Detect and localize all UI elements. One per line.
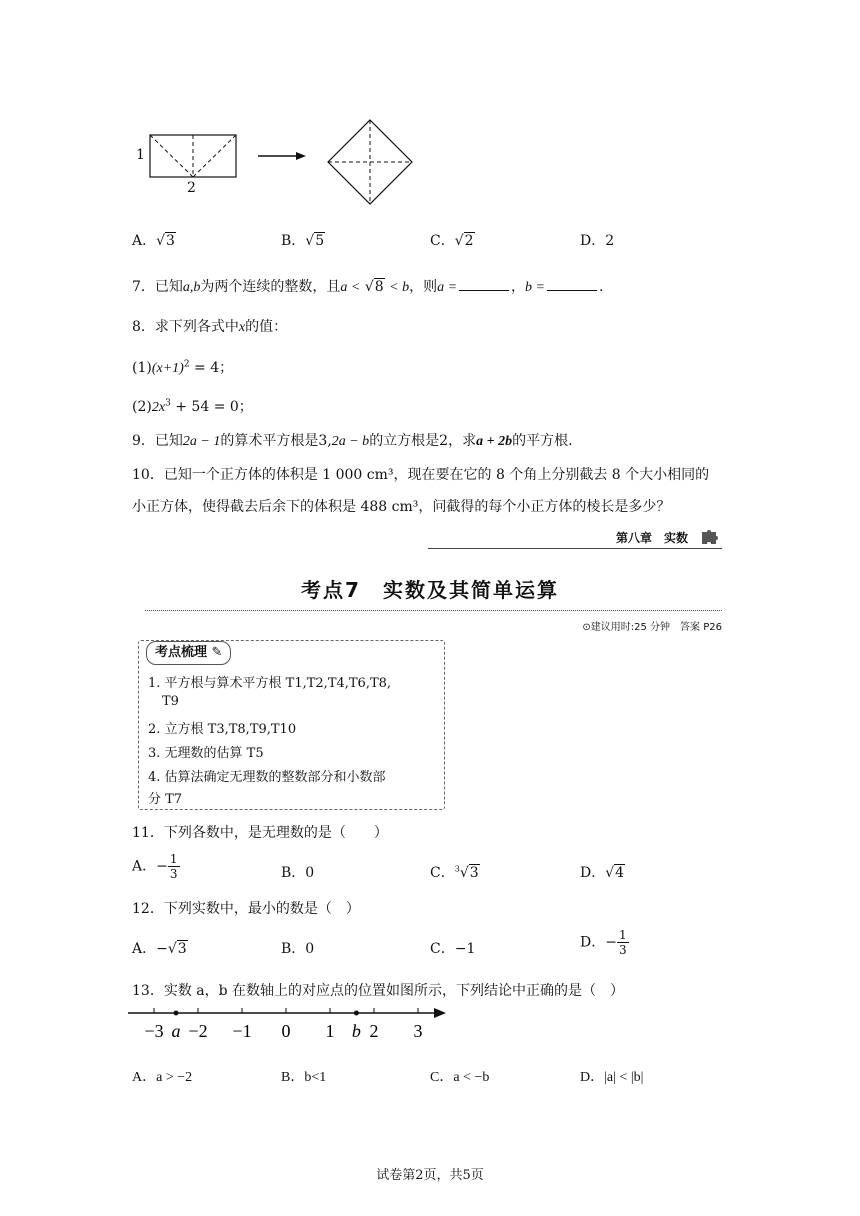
q12-option-a: A．−√3 — [132, 941, 187, 957]
question-8: 8．求下列各式中x的值： — [132, 319, 288, 335]
question-10-line-1: 10．已知一个正方体的体积是 1 000 cm³，现在要在它的 8 个角上分别截去 8 个大小相同的 — [132, 467, 710, 483]
q13-option-a: A．a > −2 — [132, 1070, 193, 1085]
q12-option-d: D．− $\frac{1}{3}$ — [580, 928, 627, 957]
key-point-item: 3. 无理数的估算 T5 — [148, 746, 264, 761]
q11-option-b: B．0 — [281, 865, 315, 881]
question-11: 11．下列各数中，是无理数的是（ ） — [132, 825, 388, 841]
key-point-item: 1. 平方根与算术平方根 T1,T2,T4,T6,T8, — [148, 676, 392, 691]
question-8-part-2: $(2)2x^3 + 54 = 0$； — [132, 398, 253, 415]
chapter-header — [428, 528, 722, 549]
question-12: 12．下列实数中，最小的数是（ ） — [132, 901, 360, 917]
point-a-dot — [174, 1011, 179, 1016]
point-a-label: a — [171, 1021, 181, 1041]
q11-option-a: A．− $\frac{1}{3}$ — [132, 852, 178, 881]
number-line — [120, 1005, 460, 1045]
question-9: 9．已知2a − 1的算术平方根是3,2a − b的立方根是2，求a + 2b的平方根. — [132, 433, 573, 449]
puzzle-icon — [700, 528, 720, 546]
key-point-item: 2. 立方根 T3,T8,T9,T10 — [148, 722, 297, 737]
q6-option-a: A．√3 — [132, 233, 175, 249]
key-point-item: T9 — [162, 694, 179, 709]
point-b-dot — [354, 1011, 359, 1016]
figure-label-2: 2 — [187, 180, 196, 196]
q13-option-b: B．b<1 — [281, 1070, 327, 1085]
q13-option-d: D．|a| < |b| — [580, 1070, 644, 1085]
number-line-tick-label: −2 — [188, 1021, 208, 1041]
pencil-icon: ✎ — [211, 645, 223, 660]
q11-option-d: D．√4 — [580, 865, 625, 881]
answer-blank-b[interactable] — [547, 290, 597, 291]
number-line-tick-label: −1 — [232, 1021, 252, 1041]
point-b-label: b — [351, 1021, 361, 1041]
number-line-tick-label: 3 — [413, 1021, 423, 1041]
question-13: 13．实数 a，b 在数轴上的对应点的位置如图所示，下列结论中正确的是（ ） — [132, 983, 625, 999]
q6-option-c: C．√2 — [430, 233, 474, 249]
page-footer: 试卷第2页，共5页 — [376, 1168, 484, 1183]
q6-option-d: D．2 — [580, 233, 615, 249]
q6-option-b: B．√5 — [281, 233, 325, 249]
number-line-tick-label: −3 — [144, 1021, 164, 1041]
q12-option-c: C．−1 — [430, 941, 476, 957]
question-10-line-2: 小正方体，使得截去后余下的体积是 488 cm³，问截得的每个小正方体的棱长是多少？ — [132, 499, 671, 515]
q11-option-c: C．$^3$√3 — [430, 864, 479, 881]
number-line-arrow — [434, 1008, 446, 1018]
q12-option-b: B．0 — [281, 941, 315, 957]
q13-option-c: C．a < −b — [430, 1070, 490, 1085]
dotted-divider — [145, 610, 722, 611]
question-8-part-1: $(1)(x+1)^2 = 4$； — [132, 359, 234, 376]
key-points-tag: 考点梳理 ✎ — [146, 641, 231, 665]
key-point-item: 分 T7 — [148, 792, 183, 807]
arrow-head — [296, 152, 306, 160]
time-note: ⊙建议用时:25 分钟 答案 P26 — [582, 622, 722, 633]
number-line-tick-label: 0 — [281, 1021, 291, 1041]
chapter-title: 第八章 实数 — [615, 531, 688, 545]
fold-line — [150, 135, 193, 177]
answer-blank-a[interactable] — [459, 290, 509, 291]
folding-figure — [130, 118, 430, 208]
fold-line — [193, 135, 236, 177]
question-7: 7．已知a,b为两个连续的整数，且a < √8 < b，则a = ，b = . — [132, 279, 604, 295]
key-point-item: 4. 估算法确定无理数的整数部分和小数部 — [148, 770, 386, 785]
number-line-tick-label: 1 — [325, 1021, 335, 1041]
number-line-tick-label: 2 — [369, 1021, 379, 1041]
topic-title: 考点7 实数及其简单运算 — [301, 578, 559, 602]
figure-label-1: 1 — [136, 147, 145, 163]
